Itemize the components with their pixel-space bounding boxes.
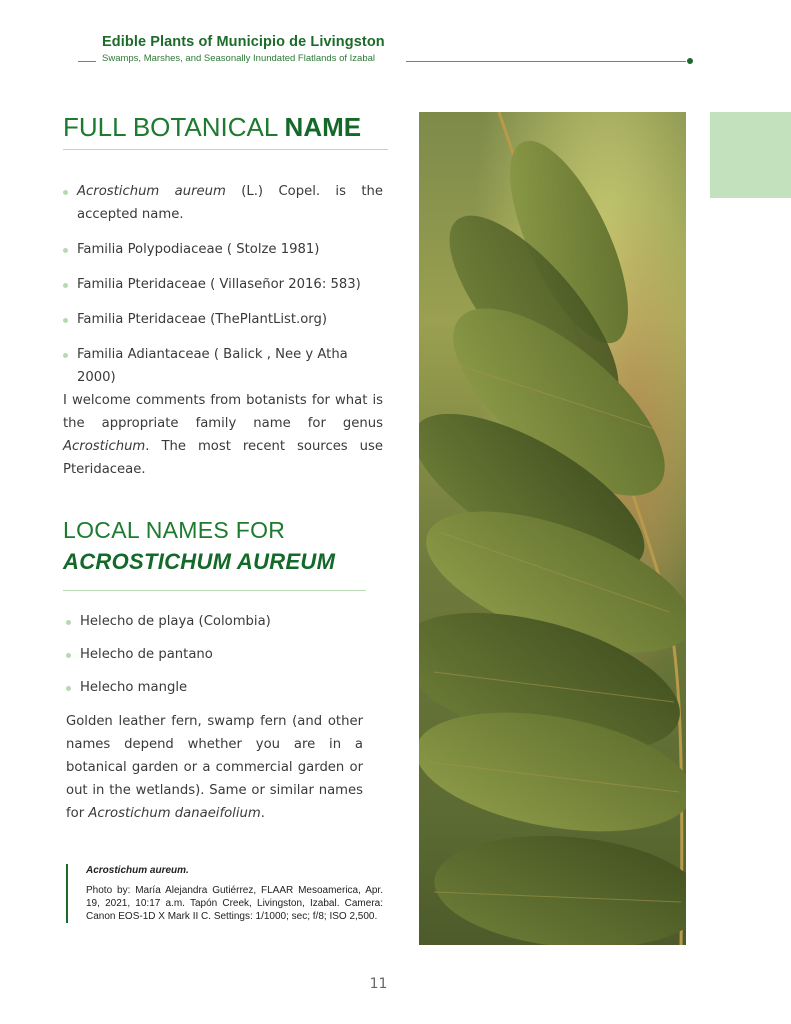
list-item-text: Helecho de pantano	[80, 647, 213, 662]
section-title-species: ACROSTICHUM AUREUM	[63, 549, 336, 574]
botanical-name-list	[63, 180, 383, 389]
section-title-light: FULL BOTANICAL	[63, 112, 278, 142]
section-title-botanical-name	[63, 112, 361, 143]
family-comment-paragraph	[63, 389, 383, 481]
list-item-text: (L.) Copel. is the accepted name.	[77, 184, 383, 222]
fern-photo	[419, 112, 686, 945]
list-item	[63, 180, 383, 226]
caption-title: Acrostichum aureum.	[86, 865, 189, 876]
list-item-text: Helecho mangle	[80, 680, 188, 695]
list-item	[63, 238, 383, 261]
list-item-text: Familia Polypodiaceae ( Stolze 1981)	[77, 242, 320, 257]
list-item-text: Familia Pteridaceae (ThePlantList.org)	[77, 312, 328, 327]
genus-name: Acrostichum	[63, 439, 146, 454]
paragraph-text: I welcome comments from botanists for what is the appropriate family name for genus	[63, 393, 383, 431]
section-rule	[63, 149, 388, 150]
caption-body: Photo by: María Alejandra Gutiérrez, FLAAR Mesoamerica, Apr. 19, 2021, 10:17 a.m. Tapón Creek, Livingston, Izabal. Camera: Canon EOS-1D X Mark II C. Settings: 1/1000; sec; f/8; ISO 2,500.	[86, 885, 383, 922]
section-title-local-names: LOCAL NAMES FOR	[63, 517, 286, 543]
paragraph-text: . The most recent sources use Pteridaceae.	[63, 439, 383, 477]
header-title: Edible Plants of Municipio de Livingston	[102, 34, 385, 50]
header-rule-right	[406, 61, 686, 62]
header-rule-left	[78, 61, 96, 62]
section-title-bold: NAME	[284, 112, 362, 142]
header-dot	[687, 58, 693, 64]
list-item	[66, 643, 376, 666]
header-subtitle: Swamps, Marshes, and Seasonally Inundated Flatlands of Izabal	[102, 53, 376, 64]
section-rule	[63, 590, 366, 591]
list-item-text: Familia Adiantaceae ( Balick , Nee y Atha 2000)	[77, 347, 348, 385]
list-item	[66, 610, 376, 633]
fern-photo-illustration	[419, 112, 686, 945]
list-item	[63, 308, 383, 331]
list-item	[63, 343, 383, 389]
paragraph-text: Golden leather fern, swamp fern (and other names depend whether you are in a botanical garden or a commercial garden or out in the wetlands). Same or similar names for	[66, 714, 363, 821]
photo-caption	[66, 864, 383, 923]
species-name: Acrostichum aureum	[77, 184, 226, 199]
species-name: Acrostichum danaeifolium	[88, 806, 261, 821]
list-item-text: Helecho de playa (Colombia)	[80, 614, 271, 629]
paragraph-text: .	[260, 806, 265, 821]
page-tab-decoration	[710, 112, 791, 198]
page-number: 11	[369, 976, 388, 992]
list-item	[63, 273, 383, 296]
common-names-paragraph	[66, 710, 363, 825]
list-item	[66, 676, 376, 699]
list-item-text: Familia Pteridaceae ( Villaseñor 2016: 583)	[77, 277, 361, 292]
local-names-list	[66, 610, 376, 699]
